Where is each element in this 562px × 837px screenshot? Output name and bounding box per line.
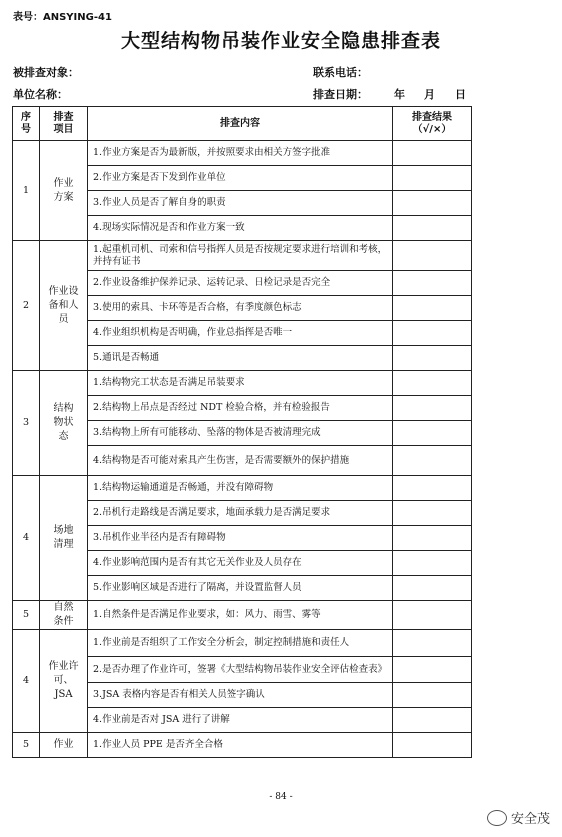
result-cell[interactable] (393, 733, 472, 758)
group-item (40, 241, 88, 371)
header-result: 排查结果（√/×） (393, 107, 472, 141)
check-content: 3.吊机作业半径内是否有障碍物 (88, 526, 393, 551)
year-label: 年 (394, 88, 405, 101)
form-number: 表号：ANSYING-41 (13, 12, 112, 23)
result-cell[interactable] (393, 476, 472, 501)
result-cell[interactable] (393, 501, 472, 526)
check-content: 1.结构物运输通道是否畅通，并没有障碍物 (88, 476, 393, 501)
table-row (13, 476, 472, 501)
group-item (40, 141, 88, 241)
check-content: 2.是否办理了作业许可，签署《大型结构物吊装作业安全评估检查表》 (88, 657, 393, 683)
check-content: 2.吊机行走路线是否满足要求，地面承载力是否满足要求 (88, 501, 393, 526)
table-row (13, 141, 472, 166)
check-content: 3.使用的索具、卡环等是否合格，有季度颜色标志 (88, 296, 393, 321)
check-content: 1.作业方案是否为最新版，并按照要求由相关方签字批准 (88, 141, 393, 166)
result-cell[interactable] (393, 601, 472, 630)
check-content: 2.作业方案是否下发到作业单位 (88, 166, 393, 191)
day-label: 日 (455, 88, 466, 101)
unit-name-label: 单位名称： (13, 88, 68, 101)
result-cell[interactable] (393, 271, 472, 296)
group-number: 4 (13, 476, 40, 601)
wechat-icon (487, 810, 507, 826)
watermark (487, 808, 550, 827)
check-content: 3.JSA 表格内容是否有相关人员签字确认 (88, 683, 393, 708)
check-content: 2.作业设备维护保养记录、运转记录、日检记录是否完全 (88, 271, 393, 296)
inspected-object-label: 被排查对象： (13, 66, 79, 79)
group-number: 2 (13, 241, 40, 371)
group-item-label: 场地清理 (53, 525, 74, 550)
group-item-label: 结构物状态 (53, 403, 74, 442)
result-cell[interactable] (393, 141, 472, 166)
check-content: 5.通讯是否畅通 (88, 346, 393, 371)
check-content: 4.现场实际情况是否和作业方案一致 (88, 216, 393, 241)
table-row (13, 241, 472, 271)
check-content: 3.作业人员是否了解自身的职责 (88, 191, 393, 216)
check-content: 5.作业影响区域是否进行了隔离，并设置监督人员 (88, 576, 393, 601)
group-item (40, 371, 88, 476)
result-cell[interactable] (393, 166, 472, 191)
header-item: 排查项目 (40, 107, 88, 141)
table-row (13, 371, 472, 396)
check-content: 4.结构物是否可能对索具产生伤害，是否需要额外的保护措施 (88, 446, 393, 476)
table-row (13, 601, 472, 630)
check-content: 4.作业影响范围内是否有其它无关作业及人员存在 (88, 551, 393, 576)
group-number: 5 (13, 733, 40, 758)
result-cell[interactable] (393, 708, 472, 733)
group-item-label: 自然条件 (53, 602, 74, 627)
group-item-label: 作业设备和人员 (48, 285, 79, 325)
result-cell[interactable] (393, 657, 472, 683)
group-item (40, 476, 88, 601)
result-cell[interactable] (393, 191, 472, 216)
result-cell[interactable] (393, 683, 472, 708)
result-cell[interactable] (393, 526, 472, 551)
watermark-text: 安全茂 (510, 812, 550, 827)
month-label: 月 (424, 88, 435, 101)
result-cell[interactable] (393, 321, 472, 346)
table-header-row (13, 107, 472, 141)
group-number: 1 (13, 141, 40, 241)
group-item-label: 作业许可、JSA (48, 661, 79, 700)
phone-label: 联系电话： (313, 66, 368, 79)
check-content: 2.结构物上吊点是否经过 NDT 检验合格，并有检验报告 (88, 396, 393, 421)
group-number: 4 (13, 630, 40, 733)
check-content: 1.起重机司机、司索和信号指挥人员是否按规定要求进行培训和考核，并持有证书 (88, 241, 393, 271)
header-content: 排查内容 (88, 107, 393, 141)
check-content: 1.结构物完工状态是否满足吊装要求 (88, 371, 393, 396)
group-item (40, 601, 88, 630)
table-body (13, 141, 472, 758)
result-cell[interactable] (393, 216, 472, 241)
check-content: 1.作业人员 PPE 是否齐全合格 (88, 733, 393, 758)
check-content: 4.作业组织机构是否明确，作业总指挥是否唯一 (88, 321, 393, 346)
group-item (40, 630, 88, 733)
table-row (13, 630, 472, 657)
table-row (13, 733, 472, 758)
group-item-label: 作业方案 (53, 177, 74, 203)
check-content: 1.自然条件是否满足作业要求，如：风力、雨雪、雾等 (88, 601, 393, 630)
group-number: 5 (13, 601, 40, 630)
group-item (40, 733, 88, 758)
result-cell[interactable] (393, 551, 472, 576)
result-cell[interactable] (393, 421, 472, 446)
page-title: 大型结构物吊装作业安全隐患排查表 (120, 30, 441, 52)
result-cell[interactable] (393, 396, 472, 421)
result-cell[interactable] (393, 241, 472, 271)
result-cell[interactable] (393, 576, 472, 601)
inspection-date-label: 排查日期： (313, 88, 368, 101)
check-content: 1.作业前是否组织了工作安全分析会，制定控制措施和责任人 (88, 630, 393, 657)
result-cell[interactable] (393, 296, 472, 321)
header-no: 序号 (13, 107, 40, 141)
check-content: 4.作业前是否对 JSA 进行了讲解 (88, 708, 393, 733)
check-content: 3.结构物上所有可能移动、坠落的物体是否被清理完成 (88, 421, 393, 446)
group-number: 3 (13, 371, 40, 476)
page-number: - 84 - (269, 792, 293, 802)
result-cell[interactable] (393, 630, 472, 657)
result-cell[interactable] (393, 346, 472, 371)
group-item-label: 作业 (53, 739, 74, 750)
result-cell[interactable] (393, 371, 472, 396)
inspection-table (12, 106, 472, 758)
result-cell[interactable] (393, 446, 472, 476)
